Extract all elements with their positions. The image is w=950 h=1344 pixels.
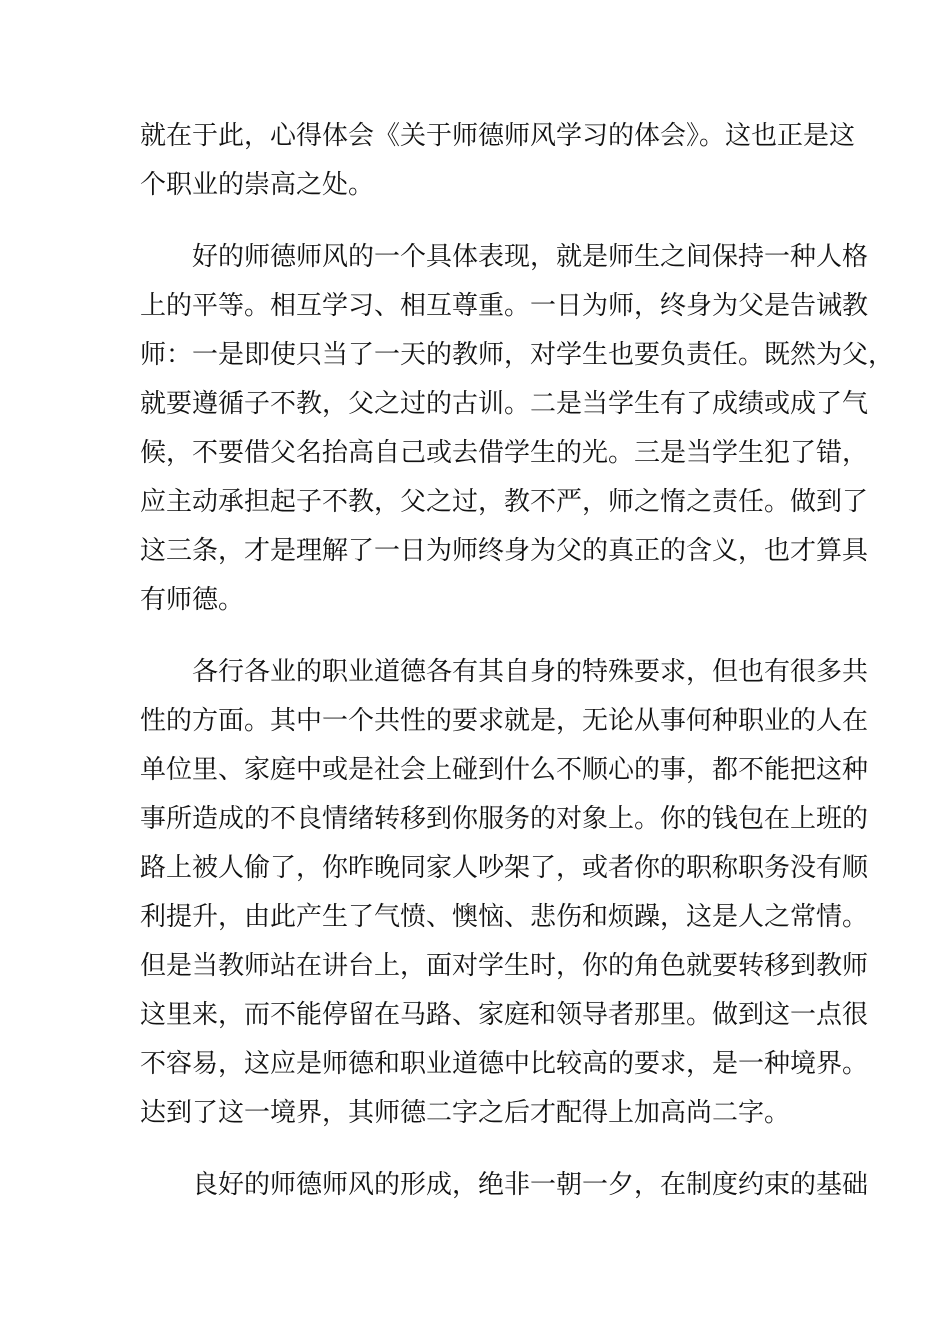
paragraph-line: 应主动承担起子不教，父之过，教不严，师之惰之责任。做到了	[140, 487, 869, 517]
paragraph-gap	[140, 210, 810, 233]
paragraph-2	[140, 233, 895, 625]
paragraph-line: 就要遵循子不教，父之过的古训。二是当学生有了成绩或成了气	[140, 389, 869, 419]
paragraph-line: 但是当教师站在讲台上，面对学生时，你的角色就要转移到教师	[140, 951, 869, 981]
paragraph-1	[140, 112, 856, 210]
paragraph-line: 达到了这一境界，其师德二字之后才配得上加高尚二字。	[140, 1098, 791, 1128]
paragraph-line: 单位里、家庭中或是社会上碰到什么不顺心的事，都不能把这种	[140, 755, 869, 785]
paragraph-line: 路上被人偷了，你昨晚同家人吵架了，或者你的职称职务没有顺	[140, 853, 869, 883]
paragraph-line: 各行各业的职业道德各有其自身的特殊要求，但也有很多共	[192, 657, 869, 687]
paragraph-line: 这里来，而不能停留在马路、家庭和领导者那里。做到这一点很	[140, 1000, 869, 1030]
paragraph-line: 良好的师德师风的形成，绝非一朝一夕，在制度约束的基础	[192, 1170, 869, 1200]
paragraph-gap	[140, 1138, 810, 1161]
paragraph-line: 性的方面。其中一个共性的要求就是，无论从事何种职业的人在	[140, 706, 869, 736]
paragraph-line: 师：一是即使只当了一天的教师，对学生也要负责任。既然为父，	[140, 340, 895, 370]
paragraph-3	[140, 648, 869, 1138]
paragraph-line: 不容易，这应是师德和职业道德中比较高的要求，是一种境界。	[140, 1049, 869, 1079]
paragraph-line: 这三条，才是理解了一日为师终身为父的真正的含义，也才算具	[140, 536, 869, 566]
paragraph-line: 有师德。	[140, 585, 245, 615]
paragraph-line: 好的师德师风的一个具体表现，就是师生之间保持一种人格	[192, 242, 869, 272]
paragraph-line: 上的平等。相互学习、相互尊重。一日为师，终身为父是告诫教	[140, 291, 869, 321]
paragraph-gap	[140, 625, 810, 648]
paragraph-line: 事所造成的不良情绪转移到你服务的对象上。你的钱包在上班的	[140, 804, 869, 834]
paragraph-4	[140, 1161, 869, 1210]
paragraph-line: 利提升，由此产生了气愤、懊恼、悲伤和烦躁，这是人之常情。	[140, 902, 869, 932]
paragraph-line: 个职业的崇高之处。	[140, 170, 375, 200]
document-body	[140, 112, 895, 1210]
paragraph-line: 候，不要借父名抬高自己或去借学生的光。三是当学生犯了错，	[140, 438, 869, 468]
paragraph-line: 就在于此，心得体会《关于师德师风学习的体会》。这也正是这	[140, 121, 856, 151]
